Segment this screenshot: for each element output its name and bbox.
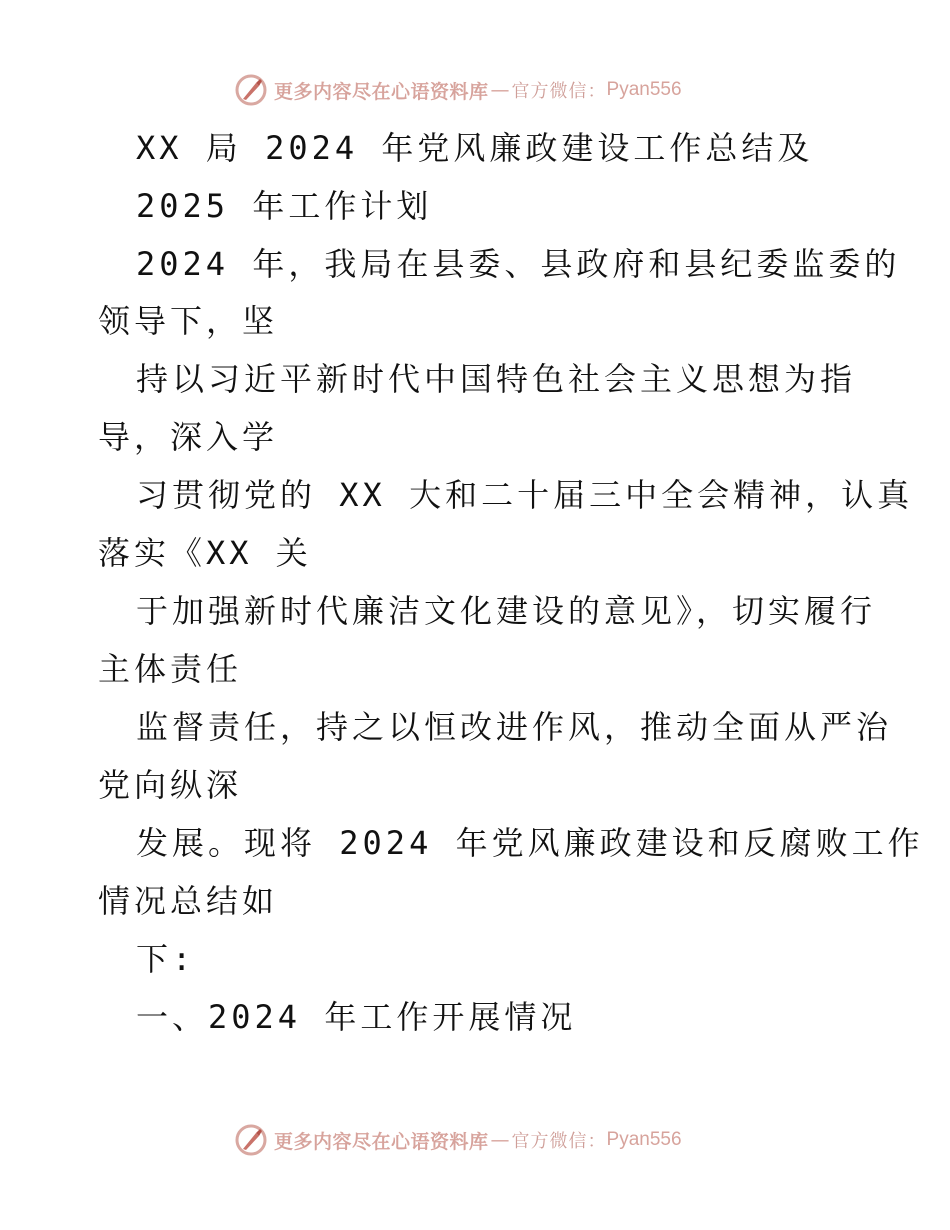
document-title-line-2: 2025 年工作计划 bbox=[136, 187, 433, 225]
document-title-line-1: XX 局 2024 年党风廉政建设工作总结及 bbox=[136, 129, 814, 167]
quill-circle-icon bbox=[234, 73, 268, 107]
watermark-wechat-label: 官方微信： bbox=[511, 81, 607, 102]
watermark-wechat-label: 官方微信： bbox=[511, 1131, 607, 1152]
paragraph-line: 发展。现将 2024 年党风廉政建设和反腐败工作 bbox=[136, 824, 924, 862]
paragraph-line: 导，深入学 bbox=[98, 418, 279, 456]
watermark-wechat-id: Pyan556 bbox=[606, 1129, 682, 1150]
watermark-text: 更多内容尽在心语资料库 bbox=[274, 80, 489, 103]
footer-watermark bbox=[234, 1120, 682, 1160]
paragraph-line: 持以习近平新时代中国特色社会主义思想为指 bbox=[136, 360, 857, 398]
watermark-dash: — bbox=[490, 79, 510, 101]
paragraph-line: 情况总结如 bbox=[98, 882, 279, 920]
paragraph-line: 于加强新时代廉洁文化建设的意见》，切实履行 bbox=[136, 592, 877, 630]
section-heading: 一、2024 年工作开展情况 bbox=[136, 998, 577, 1036]
quill-circle-icon bbox=[234, 1123, 268, 1157]
paragraph-line: 习贯彻党的 XX 大和二十届三中全会精神，认真 bbox=[136, 476, 914, 514]
paragraph-line: 监督责任，持之以恒改进作风，推动全面从严治 bbox=[136, 708, 893, 746]
paragraph-line: 落实《XX 关 bbox=[98, 534, 312, 572]
paragraph-line: 下: bbox=[136, 940, 196, 978]
watermark-wechat-id: Pyan556 bbox=[606, 79, 682, 100]
paragraph-line: 领导下，坚 bbox=[98, 302, 279, 340]
watermark-text: 更多内容尽在心语资料库 bbox=[274, 1130, 489, 1153]
paragraph-line: 2024 年，我局在县委、县政府和县纪委监委的 bbox=[136, 245, 901, 283]
paragraph-line: 主体责任 bbox=[98, 650, 243, 688]
watermark-dash: — bbox=[490, 1129, 510, 1151]
paragraph-line: 党向纵深 bbox=[98, 766, 243, 804]
header-watermark bbox=[234, 70, 682, 110]
